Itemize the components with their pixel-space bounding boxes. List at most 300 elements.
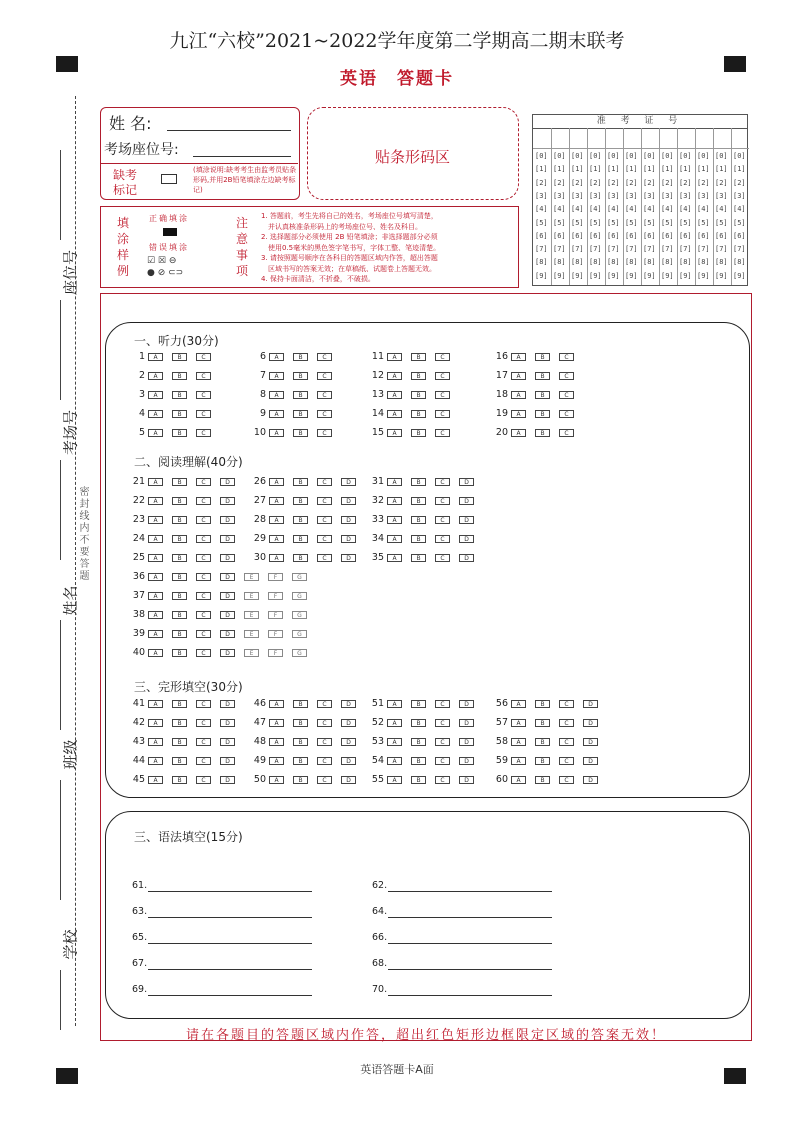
answer-bubble[interactable]: D: [341, 554, 356, 562]
admission-digit-bubble[interactable]: [7]: [589, 245, 602, 254]
answer-bubble[interactable]: B: [293, 516, 308, 524]
admission-write-cell[interactable]: [569, 128, 587, 149]
answer-bubble[interactable]: B: [411, 719, 426, 727]
answer-bubble[interactable]: A: [148, 516, 163, 524]
answer-bubble[interactable]: A: [148, 535, 163, 543]
answer-bubble[interactable]: A: [511, 700, 526, 708]
admission-digit-bubble[interactable]: [7]: [697, 245, 710, 254]
answer-bubble[interactable]: F: [268, 592, 283, 600]
admission-digit-bubble[interactable]: [7]: [607, 245, 620, 254]
answer-bubble[interactable]: B: [535, 719, 550, 727]
admission-digit-bubble[interactable]: [5]: [589, 218, 602, 227]
answer-bubble[interactable]: G: [292, 649, 307, 657]
admission-digit-bubble[interactable]: [4]: [535, 205, 548, 214]
admission-column[interactable]: [677, 128, 696, 285]
admission-digit-bubble[interactable]: [5]: [571, 218, 584, 227]
admission-digit-bubble[interactable]: [6]: [697, 231, 710, 240]
answer-bubble[interactable]: D: [459, 757, 474, 765]
answer-bubble[interactable]: A: [511, 757, 526, 765]
answer-bubble[interactable]: D: [459, 516, 474, 524]
admission-digit-bubble[interactable]: [2]: [715, 178, 728, 187]
answer-bubble[interactable]: A: [148, 391, 163, 399]
admission-column[interactable]: [713, 128, 732, 285]
answer-bubble[interactable]: D: [220, 554, 235, 562]
answer-bubble[interactable]: D: [341, 719, 356, 727]
answer-bubble[interactable]: B: [293, 757, 308, 765]
answer-bubble[interactable]: D: [220, 776, 235, 784]
admission-digit-bubble[interactable]: [4]: [607, 205, 620, 214]
answer-bubble[interactable]: B: [411, 391, 426, 399]
answer-bubble[interactable]: A: [148, 611, 163, 619]
answer-bubble[interactable]: C: [196, 573, 211, 581]
answer-bubble[interactable]: A: [269, 429, 284, 437]
admission-digit-bubble[interactable]: [7]: [535, 245, 548, 254]
answer-bubble[interactable]: E: [244, 592, 259, 600]
admission-digit-bubble[interactable]: [4]: [679, 205, 692, 214]
answer-bubble[interactable]: D: [220, 719, 235, 727]
blank-answer-line[interactable]: [388, 891, 552, 892]
admission-write-cell[interactable]: [659, 128, 677, 149]
answer-bubble[interactable]: B: [172, 738, 187, 746]
answer-bubble[interactable]: B: [172, 700, 187, 708]
answer-bubble[interactable]: A: [387, 738, 402, 746]
answer-bubble[interactable]: B: [172, 630, 187, 638]
answer-bubble[interactable]: A: [387, 516, 402, 524]
admission-digit-bubble[interactable]: [2]: [661, 178, 674, 187]
answer-bubble[interactable]: A: [148, 592, 163, 600]
answer-bubble[interactable]: D: [459, 776, 474, 784]
admission-column[interactable]: [641, 128, 660, 285]
answer-bubble[interactable]: C: [196, 719, 211, 727]
admission-digit-bubble[interactable]: [8]: [535, 258, 548, 267]
answer-bubble[interactable]: C: [196, 353, 211, 361]
admission-write-cell[interactable]: [695, 128, 713, 149]
admission-digit-bubble[interactable]: [3]: [733, 191, 746, 200]
admission-digit-bubble[interactable]: [5]: [661, 218, 674, 227]
answer-bubble[interactable]: D: [459, 738, 474, 746]
admission-digit-bubble[interactable]: [9]: [625, 271, 638, 280]
answer-bubble[interactable]: C: [196, 391, 211, 399]
answer-bubble[interactable]: B: [293, 554, 308, 562]
answer-bubble[interactable]: D: [341, 516, 356, 524]
admission-digit-bubble[interactable]: [2]: [643, 178, 656, 187]
admission-digit-bubble[interactable]: [4]: [661, 205, 674, 214]
admission-digit-bubble[interactable]: [2]: [697, 178, 710, 187]
answer-bubble[interactable]: A: [148, 497, 163, 505]
answer-bubble[interactable]: C: [317, 535, 332, 543]
admission-digit-bubble[interactable]: [4]: [733, 205, 746, 214]
admission-digit-bubble[interactable]: [8]: [625, 258, 638, 267]
admission-digit-bubble[interactable]: [0]: [679, 152, 692, 160]
answer-bubble[interactable]: F: [268, 630, 283, 638]
answer-bubble[interactable]: C: [317, 353, 332, 361]
admission-digit-bubble[interactable]: [2]: [625, 178, 638, 187]
answer-bubble[interactable]: B: [411, 776, 426, 784]
admission-digit-bubble[interactable]: [1]: [733, 165, 746, 174]
answer-bubble[interactable]: A: [148, 429, 163, 437]
admission-digit-bubble[interactable]: [3]: [553, 191, 566, 200]
admission-digit-bubble[interactable]: [6]: [715, 231, 728, 240]
answer-bubble[interactable]: A: [269, 554, 284, 562]
answer-bubble[interactable]: C: [559, 372, 574, 380]
admission-digit-bubble[interactable]: [4]: [625, 205, 638, 214]
admission-digit-bubble[interactable]: [8]: [733, 258, 746, 267]
answer-bubble[interactable]: C: [559, 353, 574, 361]
admission-digit-bubble[interactable]: [0]: [697, 152, 710, 160]
answer-bubble[interactable]: C: [196, 592, 211, 600]
admission-column[interactable]: [551, 128, 570, 285]
answer-bubble[interactable]: D: [459, 700, 474, 708]
answer-bubble[interactable]: A: [148, 372, 163, 380]
answer-bubble[interactable]: D: [583, 757, 598, 765]
admission-digit-bubble[interactable]: [7]: [553, 245, 566, 254]
admission-digit-bubble[interactable]: [2]: [733, 178, 746, 187]
answer-bubble[interactable]: C: [559, 776, 574, 784]
answer-bubble[interactable]: B: [172, 391, 187, 399]
admission-digit-bubble[interactable]: [6]: [571, 231, 584, 240]
answer-bubble[interactable]: B: [411, 554, 426, 562]
admission-digit-bubble[interactable]: [8]: [697, 258, 710, 267]
answer-bubble[interactable]: C: [559, 700, 574, 708]
admission-digit-bubble[interactable]: [5]: [733, 218, 746, 227]
answer-bubble[interactable]: A: [387, 719, 402, 727]
answer-bubble[interactable]: B: [172, 516, 187, 524]
answer-bubble[interactable]: B: [172, 611, 187, 619]
admission-write-cell[interactable]: [623, 128, 641, 149]
admission-digit-bubble[interactable]: [5]: [535, 218, 548, 227]
admission-digit-bubble[interactable]: [5]: [553, 218, 566, 227]
admission-write-cell[interactable]: [641, 128, 659, 149]
answer-bubble[interactable]: C: [196, 630, 211, 638]
answer-bubble[interactable]: C: [435, 497, 450, 505]
answer-bubble[interactable]: D: [220, 738, 235, 746]
admission-digit-bubble[interactable]: [6]: [679, 231, 692, 240]
admission-digit-bubble[interactable]: [3]: [571, 191, 584, 200]
admission-digit-bubble[interactable]: [5]: [643, 218, 656, 227]
answer-bubble[interactable]: F: [268, 611, 283, 619]
admission-digit-bubble[interactable]: [7]: [643, 245, 656, 254]
answer-bubble[interactable]: C: [196, 535, 211, 543]
admission-digit-bubble[interactable]: [9]: [697, 271, 710, 280]
answer-bubble[interactable]: C: [435, 478, 450, 486]
answer-bubble[interactable]: A: [387, 391, 402, 399]
answer-bubble[interactable]: A: [387, 372, 402, 380]
answer-bubble[interactable]: B: [411, 353, 426, 361]
admission-digit-bubble[interactable]: [1]: [715, 165, 728, 174]
answer-bubble[interactable]: C: [317, 497, 332, 505]
answer-bubble[interactable]: C: [435, 410, 450, 418]
answer-bubble[interactable]: B: [172, 497, 187, 505]
answer-bubble[interactable]: B: [293, 700, 308, 708]
seat-field[interactable]: [193, 156, 291, 157]
answer-bubble[interactable]: C: [196, 611, 211, 619]
answer-bubble[interactable]: A: [511, 372, 526, 380]
answer-bubble[interactable]: B: [411, 757, 426, 765]
answer-bubble[interactable]: A: [269, 719, 284, 727]
answer-bubble[interactable]: G: [292, 611, 307, 619]
answer-bubble[interactable]: C: [196, 757, 211, 765]
admission-digit-bubble[interactable]: [7]: [715, 245, 728, 254]
admission-digit-bubble[interactable]: [0]: [643, 152, 656, 160]
admission-digit-bubble[interactable]: [9]: [715, 271, 728, 280]
admission-write-cell[interactable]: [713, 128, 731, 149]
blank-answer-line[interactable]: [388, 917, 552, 918]
answer-bubble[interactable]: D: [220, 516, 235, 524]
admission-digit-bubble[interactable]: [1]: [679, 165, 692, 174]
answer-bubble[interactable]: F: [268, 573, 283, 581]
answer-bubble[interactable]: C: [317, 757, 332, 765]
admission-digit-bubble[interactable]: [3]: [679, 191, 692, 200]
answer-bubble[interactable]: C: [317, 516, 332, 524]
answer-bubble[interactable]: A: [148, 700, 163, 708]
answer-bubble[interactable]: G: [292, 592, 307, 600]
answer-bubble[interactable]: A: [387, 429, 402, 437]
answer-bubble[interactable]: A: [148, 573, 163, 581]
admission-column[interactable]: [695, 128, 714, 285]
answer-bubble[interactable]: D: [583, 776, 598, 784]
admission-column[interactable]: [623, 128, 642, 285]
answer-bubble[interactable]: A: [269, 757, 284, 765]
answer-bubble[interactable]: C: [435, 391, 450, 399]
answer-bubble[interactable]: E: [244, 573, 259, 581]
answer-bubble[interactable]: D: [341, 757, 356, 765]
answer-bubble[interactable]: B: [172, 719, 187, 727]
answer-bubble[interactable]: A: [387, 757, 402, 765]
answer-bubble[interactable]: B: [172, 429, 187, 437]
blank-answer-line[interactable]: [388, 969, 552, 970]
admission-digit-bubble[interactable]: [3]: [589, 191, 602, 200]
answer-bubble[interactable]: B: [535, 353, 550, 361]
answer-bubble[interactable]: C: [317, 410, 332, 418]
admission-digit-bubble[interactable]: [0]: [535, 152, 548, 160]
answer-bubble[interactable]: A: [148, 757, 163, 765]
answer-bubble[interactable]: B: [411, 535, 426, 543]
admission-digit-bubble[interactable]: [2]: [589, 178, 602, 187]
answer-bubble[interactable]: D: [220, 611, 235, 619]
answer-bubble[interactable]: A: [148, 630, 163, 638]
admission-digit-bubble[interactable]: [1]: [643, 165, 656, 174]
admission-digit-bubble[interactable]: [9]: [661, 271, 674, 280]
answer-bubble[interactable]: D: [220, 478, 235, 486]
admission-digit-bubble[interactable]: [8]: [589, 258, 602, 267]
answer-bubble[interactable]: D: [220, 592, 235, 600]
answer-bubble[interactable]: D: [583, 700, 598, 708]
answer-bubble[interactable]: D: [341, 700, 356, 708]
answer-bubble[interactable]: B: [293, 719, 308, 727]
answer-bubble[interactable]: C: [196, 478, 211, 486]
answer-bubble[interactable]: C: [559, 757, 574, 765]
admission-digit-bubble[interactable]: [8]: [643, 258, 656, 267]
answer-bubble[interactable]: D: [220, 700, 235, 708]
admission-digit-bubble[interactable]: [6]: [733, 231, 746, 240]
admission-digit-bubble[interactable]: [5]: [697, 218, 710, 227]
answer-bubble[interactable]: A: [511, 410, 526, 418]
answer-bubble[interactable]: C: [196, 554, 211, 562]
admission-digit-bubble[interactable]: [7]: [679, 245, 692, 254]
blank-answer-line[interactable]: [148, 891, 312, 892]
answer-bubble[interactable]: A: [148, 410, 163, 418]
answer-bubble[interactable]: A: [511, 353, 526, 361]
answer-bubble[interactable]: C: [317, 738, 332, 746]
answer-bubble[interactable]: A: [387, 478, 402, 486]
answer-bubble[interactable]: C: [435, 535, 450, 543]
admission-digit-bubble[interactable]: [0]: [625, 152, 638, 160]
answer-bubble[interactable]: D: [459, 554, 474, 562]
answer-bubble[interactable]: A: [511, 738, 526, 746]
answer-bubble[interactable]: B: [172, 372, 187, 380]
admission-digit-bubble[interactable]: [3]: [697, 191, 710, 200]
admission-column[interactable]: [731, 128, 749, 285]
admission-digit-bubble[interactable]: [0]: [733, 152, 746, 160]
admission-digit-bubble[interactable]: [7]: [571, 245, 584, 254]
admission-digit-bubble[interactable]: [2]: [571, 178, 584, 187]
admission-digit-bubble[interactable]: [0]: [571, 152, 584, 160]
blank-answer-line[interactable]: [148, 943, 312, 944]
answer-bubble[interactable]: A: [387, 535, 402, 543]
answer-bubble[interactable]: B: [293, 738, 308, 746]
absent-checkbox[interactable]: [161, 174, 177, 184]
answer-bubble[interactable]: D: [220, 649, 235, 657]
answer-bubble[interactable]: C: [196, 372, 211, 380]
admission-digit-bubble[interactable]: [2]: [535, 178, 548, 187]
answer-bubble[interactable]: C: [435, 353, 450, 361]
answer-bubble[interactable]: A: [269, 391, 284, 399]
answer-bubble[interactable]: C: [317, 391, 332, 399]
answer-bubble[interactable]: C: [317, 429, 332, 437]
admission-digit-bubble[interactable]: [0]: [553, 152, 566, 160]
admission-digit-bubble[interactable]: [3]: [607, 191, 620, 200]
answer-bubble[interactable]: B: [535, 372, 550, 380]
answer-bubble[interactable]: C: [317, 478, 332, 486]
answer-bubble[interactable]: C: [317, 700, 332, 708]
admission-digit-bubble[interactable]: [6]: [535, 231, 548, 240]
answer-bubble[interactable]: B: [293, 535, 308, 543]
answer-bubble[interactable]: A: [148, 478, 163, 486]
admission-digit-bubble[interactable]: [3]: [661, 191, 674, 200]
admission-digit-bubble[interactable]: [5]: [607, 218, 620, 227]
answer-bubble[interactable]: C: [196, 516, 211, 524]
answer-bubble[interactable]: A: [148, 554, 163, 562]
admission-digit-bubble[interactable]: [1]: [625, 165, 638, 174]
admission-digit-bubble[interactable]: [8]: [715, 258, 728, 267]
answer-bubble[interactable]: B: [535, 776, 550, 784]
admission-digit-bubble[interactable]: [4]: [589, 205, 602, 214]
admission-digit-bubble[interactable]: [2]: [679, 178, 692, 187]
admission-digit-bubble[interactable]: [8]: [679, 258, 692, 267]
admission-digit-bubble[interactable]: [8]: [661, 258, 674, 267]
answer-bubble[interactable]: C: [435, 554, 450, 562]
admission-digit-bubble[interactable]: [1]: [553, 165, 566, 174]
answer-bubble[interactable]: C: [435, 372, 450, 380]
admission-digit-bubble[interactable]: [0]: [589, 152, 602, 160]
admission-digit-bubble[interactable]: [3]: [715, 191, 728, 200]
answer-bubble[interactable]: B: [172, 776, 187, 784]
admission-digit-bubble[interactable]: [6]: [625, 231, 638, 240]
blank-answer-line[interactable]: [148, 995, 312, 996]
answer-bubble[interactable]: C: [559, 429, 574, 437]
answer-bubble[interactable]: C: [435, 757, 450, 765]
answer-bubble[interactable]: C: [317, 719, 332, 727]
answer-bubble[interactable]: C: [435, 719, 450, 727]
answer-bubble[interactable]: A: [269, 372, 284, 380]
answer-bubble[interactable]: B: [535, 391, 550, 399]
answer-bubble[interactable]: D: [341, 738, 356, 746]
answer-bubble[interactable]: E: [244, 630, 259, 638]
answer-bubble[interactable]: D: [220, 573, 235, 581]
answer-bubble[interactable]: B: [535, 757, 550, 765]
answer-bubble[interactable]: B: [172, 535, 187, 543]
answer-bubble[interactable]: D: [341, 497, 356, 505]
admission-digit-bubble[interactable]: [4]: [643, 205, 656, 214]
admission-write-cell[interactable]: [551, 128, 569, 149]
blank-answer-line[interactable]: [148, 969, 312, 970]
answer-bubble[interactable]: B: [293, 410, 308, 418]
answer-bubble[interactable]: B: [172, 478, 187, 486]
admission-write-cell[interactable]: [587, 128, 605, 149]
admission-column[interactable]: [659, 128, 678, 285]
admission-column[interactable]: [587, 128, 606, 285]
blank-answer-line[interactable]: [388, 995, 552, 996]
answer-bubble[interactable]: A: [269, 700, 284, 708]
admission-write-cell[interactable]: [731, 128, 749, 149]
admission-digit-bubble[interactable]: [9]: [607, 271, 620, 280]
admission-digit-bubble[interactable]: [4]: [571, 205, 584, 214]
admission-digit-bubble[interactable]: [8]: [553, 258, 566, 267]
admission-digit-bubble[interactable]: [6]: [643, 231, 656, 240]
answer-bubble[interactable]: C: [559, 410, 574, 418]
answer-bubble[interactable]: B: [172, 649, 187, 657]
answer-bubble[interactable]: A: [387, 410, 402, 418]
answer-bubble[interactable]: C: [435, 738, 450, 746]
admission-digit-bubble[interactable]: [5]: [679, 218, 692, 227]
admission-digit-bubble[interactable]: [9]: [679, 271, 692, 280]
admission-digit-bubble[interactable]: [4]: [697, 205, 710, 214]
answer-bubble[interactable]: D: [459, 719, 474, 727]
answer-bubble[interactable]: C: [196, 738, 211, 746]
answer-bubble[interactable]: C: [559, 738, 574, 746]
admission-digit-bubble[interactable]: [1]: [571, 165, 584, 174]
admission-digit-bubble[interactable]: [0]: [661, 152, 674, 160]
answer-bubble[interactable]: C: [196, 700, 211, 708]
answer-bubble[interactable]: A: [269, 410, 284, 418]
answer-bubble[interactable]: A: [269, 738, 284, 746]
answer-bubble[interactable]: A: [511, 391, 526, 399]
admission-digit-bubble[interactable]: [2]: [553, 178, 566, 187]
answer-bubble[interactable]: D: [459, 497, 474, 505]
answer-bubble[interactable]: D: [341, 776, 356, 784]
answer-bubble[interactable]: D: [220, 757, 235, 765]
answer-bubble[interactable]: A: [511, 719, 526, 727]
answer-bubble[interactable]: B: [172, 353, 187, 361]
answer-bubble[interactable]: A: [148, 719, 163, 727]
answer-bubble[interactable]: C: [559, 719, 574, 727]
answer-bubble[interactable]: C: [317, 372, 332, 380]
answer-bubble[interactable]: C: [196, 410, 211, 418]
answer-bubble[interactable]: B: [411, 516, 426, 524]
answer-bubble[interactable]: F: [268, 649, 283, 657]
admission-write-cell[interactable]: [677, 128, 695, 149]
admission-digit-bubble[interactable]: [1]: [589, 165, 602, 174]
answer-bubble[interactable]: G: [292, 630, 307, 638]
admission-digit-bubble[interactable]: [7]: [661, 245, 674, 254]
admission-digit-bubble[interactable]: [9]: [553, 271, 566, 280]
answer-bubble[interactable]: C: [435, 700, 450, 708]
answer-bubble[interactable]: A: [269, 535, 284, 543]
admission-digit-bubble[interactable]: [3]: [625, 191, 638, 200]
answer-bubble[interactable]: B: [535, 738, 550, 746]
admission-write-cell[interactable]: [605, 128, 623, 149]
answer-bubble[interactable]: D: [583, 719, 598, 727]
